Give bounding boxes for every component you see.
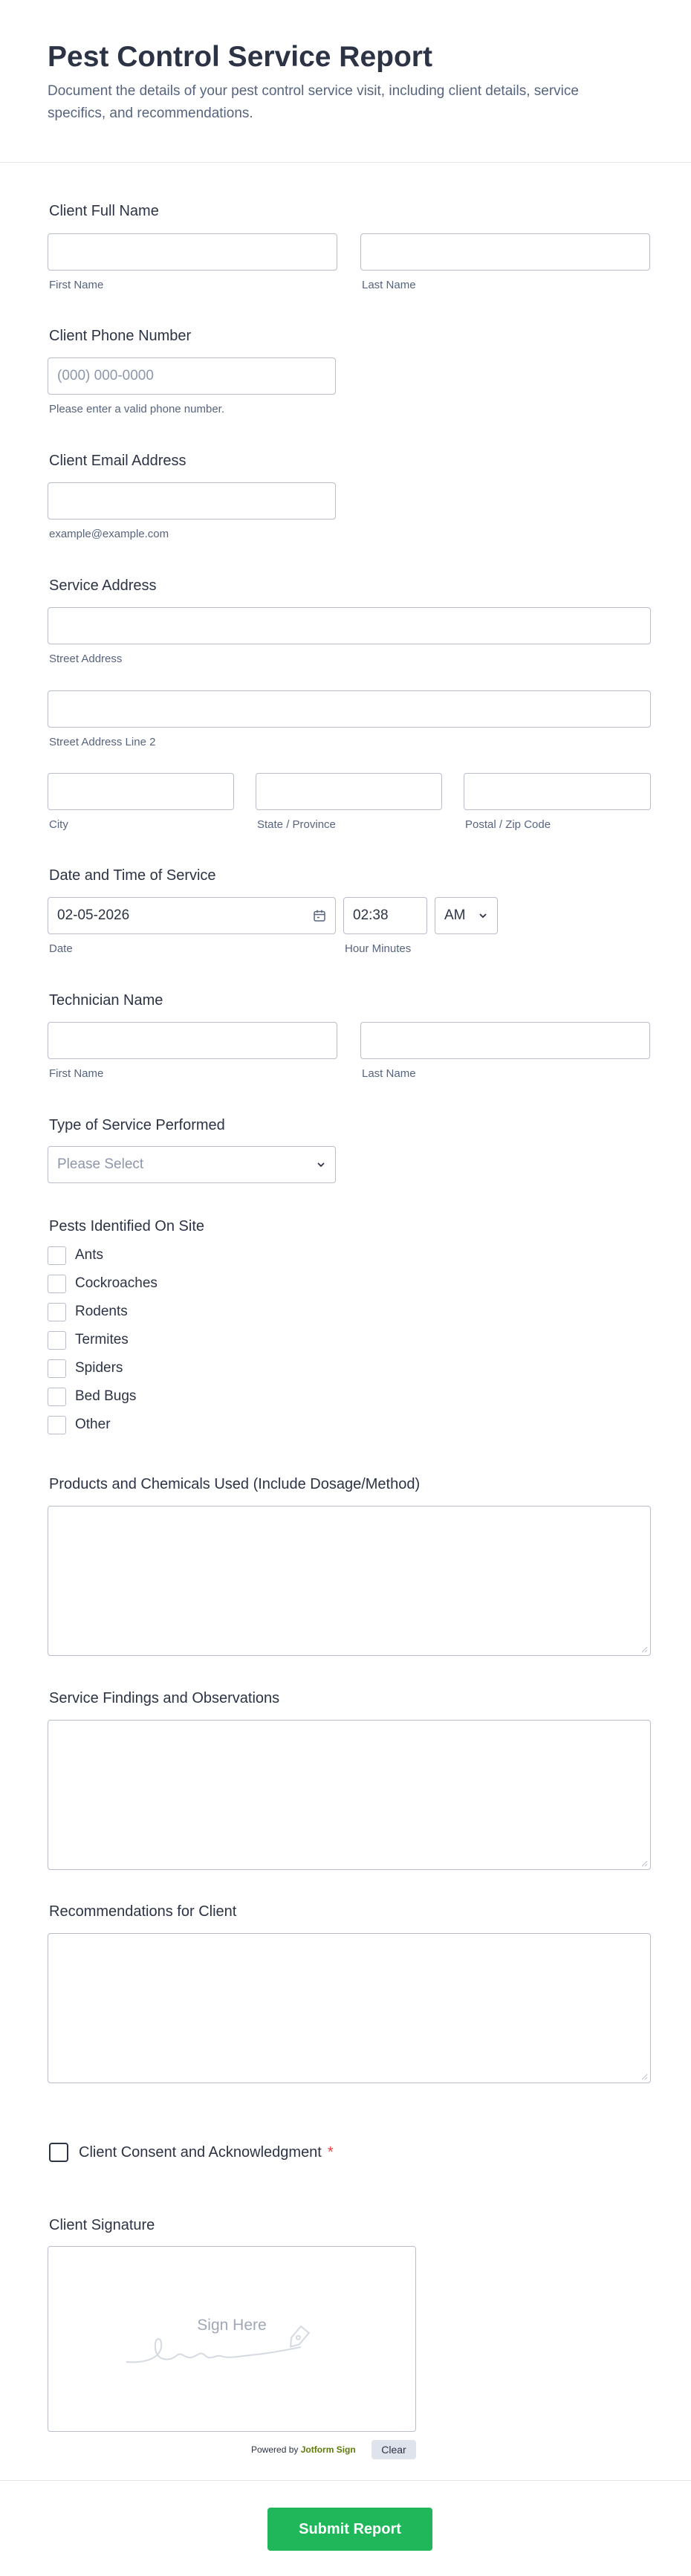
client-last-name-sublabel: Last Name — [362, 279, 416, 291]
pest-option-label: Other — [75, 1417, 111, 1432]
client-first-name-input[interactable] — [48, 233, 337, 271]
client-first-name-sublabel: First Name — [49, 279, 104, 291]
service-type-label: Type of Service Performed — [49, 1117, 225, 1133]
signature-pad[interactable] — [48, 2246, 416, 2432]
resize-handle-icon[interactable] — [640, 2073, 648, 2080]
pest-option-ants[interactable] — [48, 1244, 103, 1266]
checkbox[interactable] — [48, 1416, 66, 1434]
service-type-select[interactable] — [48, 1146, 336, 1183]
pest-option-label: Ants — [75, 1247, 104, 1263]
clear-signature-button[interactable]: Clear — [372, 2440, 416, 2459]
powered-by — [251, 2444, 356, 2455]
client-name-label: Client Full Name — [49, 203, 159, 219]
state-sublabel: State / Province — [257, 818, 336, 831]
chevron-down-icon — [478, 910, 488, 921]
city-sublabel: City — [49, 818, 68, 831]
pest-option-label: Cockroaches — [75, 1275, 158, 1291]
findings-label: Service Findings and Observations — [49, 1690, 280, 1706]
street-address-line2-input[interactable] — [48, 690, 651, 728]
checkbox[interactable] — [48, 1388, 66, 1406]
state-input[interactable] — [256, 773, 442, 810]
service-type-placeholder: Please Select — [57, 1156, 144, 1172]
submit-button[interactable]: Submit Report — [267, 2508, 432, 2551]
pest-option-label: Termites — [75, 1332, 129, 1347]
required-mark: * — [327, 2143, 334, 2161]
time-input[interactable] — [343, 897, 427, 934]
date-value: 02-05-2026 — [57, 907, 130, 923]
products-textarea[interactable] — [48, 1506, 651, 1656]
technician-first-name-input[interactable] — [48, 1022, 337, 1059]
technician-last-name-sublabel: Last Name — [362, 1067, 416, 1080]
consent-checkbox[interactable] — [49, 2143, 68, 2162]
client-email-label: Client Email Address — [49, 453, 186, 469]
technician-name-label: Technician Name — [49, 992, 163, 1009]
checkbox[interactable] — [48, 1303, 66, 1321]
signature-placeholder: Sign Here — [197, 2317, 267, 2334]
pest-option-rodents[interactable] — [48, 1301, 128, 1323]
street-address-input[interactable] — [48, 607, 651, 644]
street-address-line2-sublabel: Street Address Line 2 — [49, 736, 156, 748]
service-address-label: Service Address — [49, 577, 157, 594]
zip-input[interactable] — [464, 773, 651, 810]
ampm-select[interactable] — [435, 897, 498, 934]
findings-textarea[interactable] — [48, 1720, 651, 1870]
client-last-name-input[interactable] — [360, 233, 650, 271]
client-phone-input[interactable]: (000) 000-0000 — [48, 357, 336, 395]
technician-first-name-sublabel: First Name — [49, 1067, 104, 1080]
zip-sublabel: Postal / Zip Code — [465, 818, 551, 831]
time-sublabel: Hour Minutes — [345, 942, 412, 955]
calendar-icon[interactable] — [313, 909, 326, 922]
pest-option-label: Spiders — [75, 1360, 123, 1376]
client-email-input[interactable] — [48, 482, 336, 520]
checkbox[interactable] — [48, 1246, 66, 1265]
powered-by-text: Powered by — [251, 2444, 299, 2455]
checkbox[interactable] — [48, 1331, 66, 1350]
pest-option-termites[interactable] — [48, 1329, 129, 1351]
ampm-value: AM — [444, 907, 466, 923]
pest-option-spiders[interactable] — [48, 1357, 123, 1379]
date-input[interactable] — [48, 897, 336, 934]
pest-option-other[interactable] — [48, 1414, 111, 1436]
datetime-label: Date and Time of Service — [49, 867, 216, 884]
consent-field[interactable] — [49, 2141, 334, 2164]
city-input[interactable] — [48, 773, 234, 810]
client-phone-label: Client Phone Number — [49, 328, 192, 344]
technician-last-name-input[interactable] — [360, 1022, 650, 1059]
date-sublabel: Date — [49, 942, 73, 955]
street-address-sublabel: Street Address — [49, 653, 123, 665]
client-phone-sublabel: Please enter a valid phone number. — [49, 403, 224, 415]
time-value: 02:38 — [353, 907, 389, 923]
page-description: Document the details of your pest control service visit, including client details, service specifics, and recommendations. — [48, 83, 579, 121]
pests-label: Pests Identified On Site — [49, 1218, 205, 1234]
recommendations-label: Recommendations for Client — [49, 1903, 237, 1920]
resize-handle-icon[interactable] — [640, 1860, 648, 1867]
client-email-sublabel: example@example.com — [49, 528, 169, 540]
page-title: Pest Control Service Report — [48, 41, 432, 73]
pest-option-bed-bugs[interactable] — [48, 1385, 136, 1408]
checkbox[interactable] — [48, 1359, 66, 1378]
footer-divider — [0, 2480, 691, 2481]
pest-option-label: Bed Bugs — [75, 1388, 137, 1404]
jotform-sign-brand[interactable]: Jotform Sign — [300, 2444, 356, 2455]
checkbox[interactable] — [48, 1275, 66, 1293]
chevron-down-icon — [316, 1159, 326, 1170]
consent-label: Client Consent and Acknowledgment — [79, 2143, 322, 2161]
recommendations-textarea[interactable] — [48, 1933, 651, 2083]
pest-option-cockroaches[interactable] — [48, 1272, 158, 1295]
signature-label: Client Signature — [49, 2217, 155, 2233]
products-label: Products and Chemicals Used (Include Dosage/Method) — [49, 1476, 421, 1492]
resize-handle-icon[interactable] — [640, 1645, 648, 1653]
form-body — [0, 163, 691, 2556]
form-header — [0, 0, 691, 163]
pest-option-label: Rodents — [75, 1304, 128, 1319]
